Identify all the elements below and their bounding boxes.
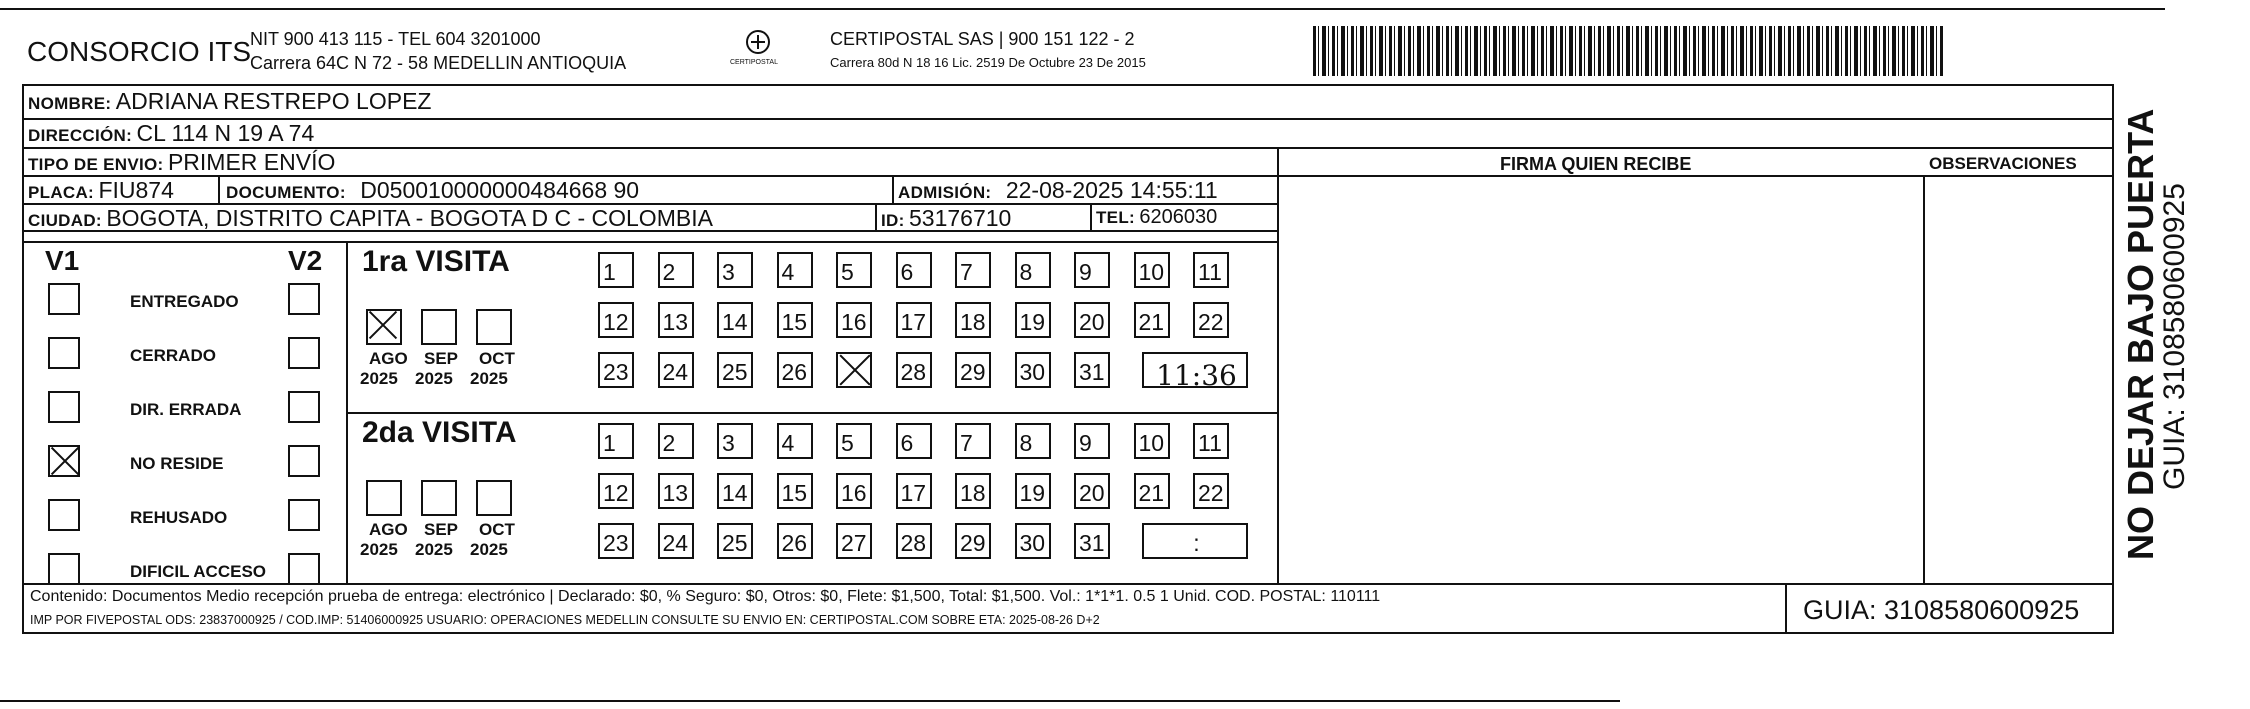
tipo-value: PRIMER ENVÍO <box>167 149 336 175</box>
bottom-rule <box>0 700 1620 702</box>
tel-row <box>1096 207 1217 227</box>
status-label: DIR. ERRADA <box>130 400 242 419</box>
logo-text: CERTIPOSTAL <box>730 59 778 66</box>
row-line <box>1923 175 1925 583</box>
imp-text: IMP POR FIVEPOSTAL ODS: 23837000925 / COD.IMP: 51406000925 USUARIO: OPERACIONES MEDELLIN CONSULTE SU ENVIO EN: CERTIPOSTAL.COM SOBRE ETA: 2025-08-26 D+2 <box>30 613 1100 627</box>
documento-value: D050010000000484668 90 <box>360 177 640 203</box>
day-box[interactable]: 31 <box>1074 523 1110 559</box>
day-box[interactable]: 11 <box>1193 423 1229 459</box>
day-box[interactable]: 21 <box>1134 302 1170 338</box>
row-line <box>22 147 2114 149</box>
day-box[interactable]: 21 <box>1134 473 1170 509</box>
id-value: 53176710 <box>909 205 1012 231</box>
year-label: 2025 <box>470 540 508 559</box>
documento-label: DOCUMENTO: <box>226 183 346 202</box>
v1-label: V1 <box>45 245 80 276</box>
certipostal-logo <box>728 28 788 72</box>
top-border <box>0 8 2165 10</box>
day-box[interactable]: 14 <box>717 473 753 509</box>
day-box[interactable]: 3 <box>717 252 753 288</box>
month-checkbox[interactable] <box>476 480 512 516</box>
day-box[interactable]: 20 <box>1074 302 1110 338</box>
year-label: 2025 <box>360 369 398 388</box>
contenido-text: Contenido: Documentos Medio recepción prueba de entrega: electrónico | Declarado: $0, % Seguro: $0, Otros: $0, Flete: $1,500, Total: $1,500. Vol.: 1*1*1. 0.5 1 Unid. COD. POSTAL: 110111 <box>30 588 1381 605</box>
signature-area[interactable] <box>1280 177 1922 582</box>
v1-checkbox[interactable] <box>48 445 80 477</box>
month-checkbox[interactable] <box>421 480 457 516</box>
day-box[interactable]: 7 <box>955 423 991 459</box>
footer-guia: GUIA: 3108580600925 <box>1803 595 2080 625</box>
month-checkbox[interactable] <box>366 480 402 516</box>
v1-checkbox[interactable] <box>48 391 80 423</box>
month-checkbox[interactable] <box>421 309 457 345</box>
day-box[interactable]: 11 <box>1193 252 1229 288</box>
day-box[interactable]: 10 <box>1134 252 1170 288</box>
year-label: 2025 <box>360 540 398 559</box>
day-box[interactable]: 10 <box>1134 423 1170 459</box>
month-checkbox[interactable] <box>366 309 402 345</box>
day-box[interactable]: 3 <box>717 423 753 459</box>
nombre-label: NOMBRE: <box>28 94 112 113</box>
day-box[interactable]: 18 <box>955 302 991 338</box>
day-box[interactable]: 14 <box>717 302 753 338</box>
firma-header: FIRMA QUIEN RECIBE <box>1500 154 1692 174</box>
placa-label: PLACA: <box>28 183 95 202</box>
day-box[interactable]: 30 <box>1015 523 1051 559</box>
nombre-row <box>28 90 431 113</box>
status-label: DIFICIL ACCESO <box>130 562 267 581</box>
status-label: ENTREGADO <box>130 292 239 311</box>
month-label: SEP <box>424 520 459 539</box>
day-box[interactable]: 8 <box>1015 252 1051 288</box>
direccion-label: DIRECCIÓN: <box>28 126 133 145</box>
row-line <box>1090 203 1092 230</box>
day-box[interactable]: 15 <box>777 302 813 338</box>
day-box[interactable]: 19 <box>1015 473 1051 509</box>
placa-value: FIU874 <box>98 177 174 203</box>
day-box[interactable]: 1 <box>598 252 634 288</box>
carrier-line: CERTIPOSTAL SAS | 900 151 122 - 2 <box>830 29 1135 49</box>
admision-row <box>898 179 1218 202</box>
day-box[interactable]: 5 <box>836 423 872 459</box>
day-box[interactable]: 27 <box>836 523 872 559</box>
row-line <box>22 583 2114 585</box>
time-box[interactable]: : <box>1142 523 1248 559</box>
year-label: 2025 <box>415 540 453 559</box>
month-checkbox[interactable] <box>476 309 512 345</box>
v1-checkbox[interactable] <box>48 337 80 369</box>
v2-checkbox[interactable] <box>288 391 320 423</box>
day-box[interactable]: 9 <box>1074 423 1110 459</box>
admision-value: 22-08-2025 14:55:11 <box>1005 177 1218 203</box>
day-box[interactable]: 25 <box>717 352 753 388</box>
day-box[interactable]: 26 <box>777 523 813 559</box>
day-box[interactable]: 17 <box>896 473 932 509</box>
time-box[interactable]: 11:36 <box>1142 352 1248 388</box>
row-line <box>346 412 1277 414</box>
v1-checkbox[interactable] <box>48 553 80 585</box>
month-label: AGO <box>369 349 408 368</box>
status-label: REHUSADO <box>130 508 228 527</box>
day-box[interactable]: 22 <box>1193 473 1229 509</box>
row-line <box>875 203 877 230</box>
side-guia: GUIA: 3108580600925 <box>2158 183 2191 490</box>
day-box[interactable]: 2 <box>658 252 694 288</box>
v2-checkbox[interactable] <box>288 445 320 477</box>
ciudad-label: CIUDAD: <box>28 211 102 230</box>
company-name: CONSORCIO ITS <box>27 36 252 67</box>
side-warning: NO DEJAR BAJO PUERTA <box>2120 108 2161 560</box>
direccion-value: CL 114 N 19 A 74 <box>136 120 315 146</box>
day-box[interactable]: 16 <box>836 473 872 509</box>
day-box[interactable]: 29 <box>955 352 991 388</box>
day-box[interactable]: 2 <box>658 423 694 459</box>
day-box[interactable]: 6 <box>896 252 932 288</box>
carrier-address: Carrera 80d N 18 16 Lic. 2519 De Octubre 23 De 2015 <box>830 55 1146 70</box>
v2-checkbox[interactable] <box>288 283 320 315</box>
day-box[interactable]: 12 <box>598 473 634 509</box>
day-box[interactable]: 5 <box>836 252 872 288</box>
day-box[interactable]: 25 <box>717 523 753 559</box>
day-box[interactable]: 19 <box>1015 302 1051 338</box>
documento-row <box>226 179 639 202</box>
status-label: CERRADO <box>130 346 216 365</box>
day-box[interactable]: 4 <box>777 252 813 288</box>
day-box[interactable]: 20 <box>1074 473 1110 509</box>
v1-checkbox[interactable] <box>48 283 80 315</box>
day-box[interactable]: 16 <box>836 302 872 338</box>
visit-title: 1ra VISITA <box>362 245 510 278</box>
row-line <box>892 175 894 203</box>
day-box[interactable]: 6 <box>896 423 932 459</box>
admision-label: ADMISIÓN: <box>898 183 992 202</box>
month-label: AGO <box>369 520 408 539</box>
month-label: OCT <box>479 349 515 368</box>
day-box[interactable]: 8 <box>1015 423 1051 459</box>
day-box[interactable]: 23 <box>598 352 634 388</box>
day-box[interactable]: 22 <box>1193 302 1229 338</box>
nit-line: NIT 900 413 115 - TEL 604 3201000 <box>250 29 541 49</box>
day-box[interactable]: 31 <box>1074 352 1110 388</box>
v2-checkbox[interactable] <box>288 337 320 369</box>
ciudad-row <box>28 207 713 230</box>
day-box[interactable]: 17 <box>896 302 932 338</box>
year-label: 2025 <box>470 369 508 388</box>
day-box[interactable]: 18 <box>955 473 991 509</box>
day-box[interactable]: 28 <box>896 523 932 559</box>
tipo-row <box>28 151 335 174</box>
ciudad-value: BOGOTA, DISTRITO CAPITA - BOGOTA D C - COLOMBIA <box>106 205 713 231</box>
day-box[interactable]: 13 <box>658 302 694 338</box>
nombre-value: ADRIANA RESTREPO LOPEZ <box>115 88 432 114</box>
company-address: Carrera 64C N 72 - 58 MEDELLIN ANTIOQUIA <box>250 53 627 73</box>
observations-area[interactable] <box>1926 177 2112 582</box>
row-line <box>218 175 220 203</box>
id-row <box>881 207 1011 230</box>
v1-checkbox[interactable] <box>48 499 80 531</box>
id-label: ID: <box>881 211 905 230</box>
placa-row <box>28 179 174 202</box>
row-line <box>1785 583 1787 634</box>
day-box[interactable]: 24 <box>658 523 694 559</box>
month-label: OCT <box>479 520 515 539</box>
day-box[interactable]: 13 <box>658 473 694 509</box>
v2-checkbox[interactable] <box>288 499 320 531</box>
day-box[interactable]: 24 <box>658 352 694 388</box>
row-line <box>1277 147 1279 583</box>
month-label: SEP <box>424 349 459 368</box>
day-box[interactable]: 4 <box>777 423 813 459</box>
day-box[interactable]: 26 <box>777 352 813 388</box>
day-box[interactable]: 7 <box>955 252 991 288</box>
tipo-label: TIPO DE ENVIO: <box>28 155 164 174</box>
tel-label: TEL: <box>1096 208 1135 227</box>
day-box[interactable]: 1 <box>598 423 634 459</box>
observaciones-header: OBSERVACIONES <box>1929 154 2077 173</box>
day-box[interactable]: 12 <box>598 302 634 338</box>
day-box[interactable]: 9 <box>1074 252 1110 288</box>
day-box[interactable] <box>836 352 872 388</box>
tel-value: 6206030 <box>1139 206 1218 228</box>
day-box[interactable]: 15 <box>777 473 813 509</box>
day-box[interactable]: 29 <box>955 523 991 559</box>
day-box[interactable]: 30 <box>1015 352 1051 388</box>
v2-label: V2 <box>288 245 323 276</box>
v2-checkbox[interactable] <box>288 553 320 585</box>
barcode <box>1313 26 1943 76</box>
visit-title: 2da VISITA <box>362 416 517 449</box>
row-line <box>22 118 2114 120</box>
day-box[interactable]: 28 <box>896 352 932 388</box>
direccion-row <box>28 122 314 145</box>
day-box[interactable]: 23 <box>598 523 634 559</box>
year-label: 2025 <box>415 369 453 388</box>
status-label: NO RESIDE <box>130 454 224 473</box>
row-line <box>22 241 1277 243</box>
